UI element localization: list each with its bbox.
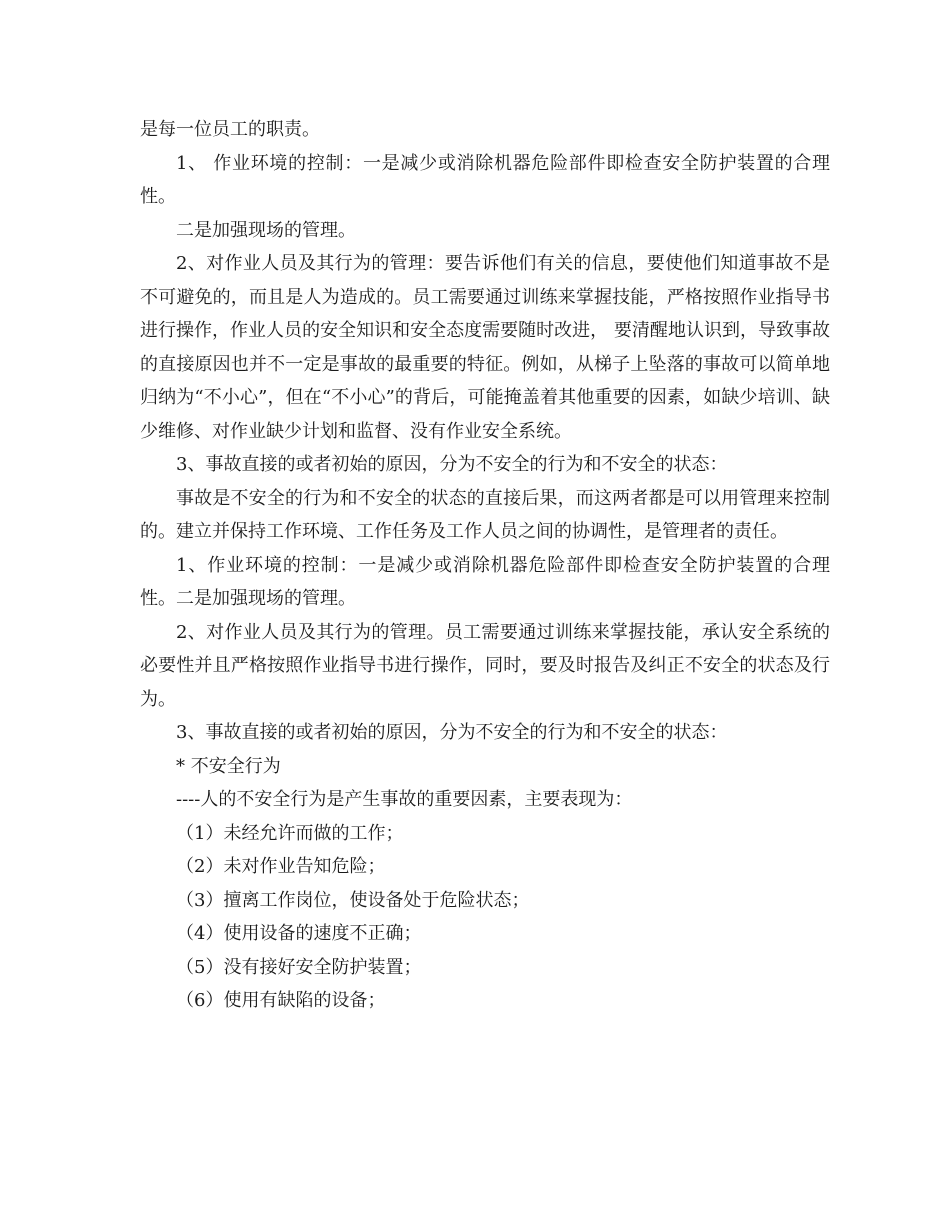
list-item: （3）擅离工作岗位，使设备处于危险状态； [176,889,530,911]
paragraph: 1、作业环境的控制：一是减少或消除机器危险部件即检查安全防护装置的合理性。二是加强现场的管理。 [140,554,830,609]
list-item: （6）使用有缺陷的设备； [176,990,386,1011]
paragraph: 1、 作业环境的控制：一是减少或消除机器危险部件即检查安全防护装置的合理性。 [140,152,830,207]
paragraph: ----人的不安全行为是产生事故的重要因素，主要表现为： [176,789,633,810]
document-body [140,113,830,1018]
list-item: （2）未对作业告知危险； [176,856,386,877]
list-item: （1）未经允许而做的工作； [176,822,404,844]
list-item: （4）使用设备的速度不正确； [176,923,422,944]
paragraph: 事故是不安全的行为和不安全的状态的直接后果，而这两者都是可以用管理来控制的。建立并保持工作环境、工作任务及工作人员之间的协调性，是管理者的责任。 [140,487,830,542]
paragraph: 2、对作业人员及其行为的管理：要告诉他们有关的信息，要使他们知道事故不是不可避免的，而且是人为造成的。员工需要通过训练来掌握技能，严格按照作业指导书进行操作，作业人员的安全知识和安全态度需要随时改进， 要清醒地认识到，导致事故的直接原因也并不一定是事故的最重要的特征。例如，从梯子上坠落的事故可以简单地归纳为“不小心”，但在“不小心”的背后，可能掩盖着其他重要的因素，如缺少培训、缺少维修、对作业缺少计划和监督、没有作业安全系统。 [140,253,830,442]
paragraph: 3、事故直接的或者初始的原因，分为不安全的行为和不安全的状态： [176,454,728,475]
paragraph: 3、事故直接的或者初始的原因，分为不安全的行为和不安全的状态： [176,722,728,743]
paragraph: 是每一位员工的职责。 [140,119,320,140]
list-item: （5）没有接好安全防护装置； [176,956,422,978]
bullet-heading: * 不安全行为 [176,755,281,777]
paragraph: 2、对作业人员及其行为的管理。员工需要通过训练来掌握技能，承认安全系统的必要性并且严格按照作业指导书进行操作，同时，要及时报告及纠正不安全的状态及行为。 [140,621,830,710]
paragraph: 二是加强现场的管理。 [176,219,356,241]
